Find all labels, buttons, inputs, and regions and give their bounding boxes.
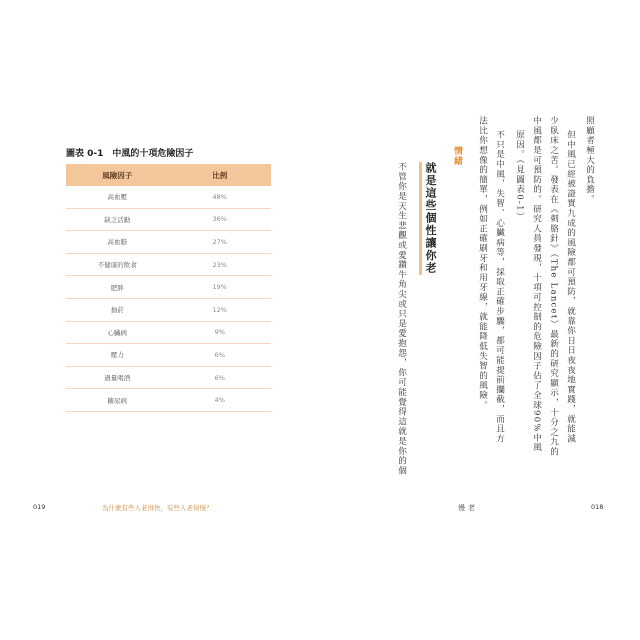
risk-ratio-cell: 48% (169, 186, 272, 208)
table-row (66, 208, 271, 231)
risk-ratio-cell: 12% (169, 298, 272, 321)
risk-ratio-cell: 4% (169, 389, 272, 412)
risk-factor-cell: 肥胖 (66, 276, 169, 299)
risk-factor-cell: 不健康的飲食 (66, 253, 169, 276)
header-factor: 風險因子 (66, 164, 169, 186)
risk-factor-cell: 過量喝酒 (66, 366, 169, 389)
text-column: 中風都是可預防的。研究人員發現，十項可控制的危險因子佔了全球90%中風 (531, 116, 542, 453)
figure-caption: 中風的十項危險因子 (112, 149, 194, 159)
table-row (66, 298, 271, 321)
table-row (66, 344, 271, 367)
text-column: 法比你想像的簡單，例如正確刷牙和用牙線，就能降低失智的風險。 (477, 116, 488, 410)
risk-factor-cell: 高血壓 (66, 186, 169, 208)
header-ratio: 比例 (169, 164, 272, 186)
running-head-right: 慢老 (458, 504, 478, 512)
risk-ratio-cell: 36% (169, 208, 272, 231)
risk-ratio-cell: 6% (169, 344, 272, 367)
text-column: 少臥床之苦。發表在《刺胳針》（The Lancet）最新的研究顯示，十分之九的 (548, 116, 559, 457)
risk-factor-cell: 糖尿病 (66, 389, 169, 412)
table-row (66, 231, 271, 254)
table-row (66, 253, 271, 276)
text-column: 但中風已經被證實九成的風險都可預防，就靠你日日夜夜地實踐，就能減 (565, 130, 576, 444)
risk-factor-cell: 缺乏活動 (66, 208, 169, 231)
page-number-left: 019 (33, 503, 46, 511)
table-row (66, 186, 271, 208)
risk-factor-cell: 壓力 (66, 344, 169, 367)
risk-factor-cell: 心臟病 (66, 321, 169, 344)
risk-ratio-cell: 6% (169, 366, 272, 389)
risk-factor-table (66, 164, 271, 412)
text-column: 不只是中風，失智、心臟病等，採取正確步驟，都可能提前攔截，而且方 (494, 130, 505, 444)
risk-ratio-cell: 27% (169, 231, 272, 254)
table-body (66, 186, 271, 411)
section-heading (422, 162, 438, 275)
table-header-row (66, 164, 271, 186)
figure-title (66, 146, 193, 159)
figure-number: 圖表 0-1 (66, 149, 104, 159)
heading-highlight (419, 162, 422, 275)
table-row (66, 389, 271, 412)
risk-factor-cell: 抽菸 (66, 298, 169, 321)
table-row (66, 321, 271, 344)
section-heading-text: 就是這些個性讓你老 (424, 162, 437, 275)
section-tag: 情緒 (452, 146, 462, 166)
risk-ratio-cell: 9% (169, 321, 272, 344)
text-column: 照顧者極大的負擔。 (584, 116, 595, 205)
table-row (66, 366, 271, 389)
table-row (66, 276, 271, 299)
text-column: 原因。（見圖表0-1） (514, 130, 525, 222)
text-column: 不管你是天生悲觀或愛鑽牛角尖或只是愛抱怨，你可能覺得這就是你的個 (396, 162, 407, 476)
risk-ratio-cell: 19% (169, 276, 272, 299)
running-head-left: 為什麼有些人老得快，有些人老得慢？ (102, 504, 213, 512)
page-number-right: 018 (591, 503, 604, 511)
risk-factor-cell: 高血脂 (66, 231, 169, 254)
risk-ratio-cell: 23% (169, 253, 272, 276)
